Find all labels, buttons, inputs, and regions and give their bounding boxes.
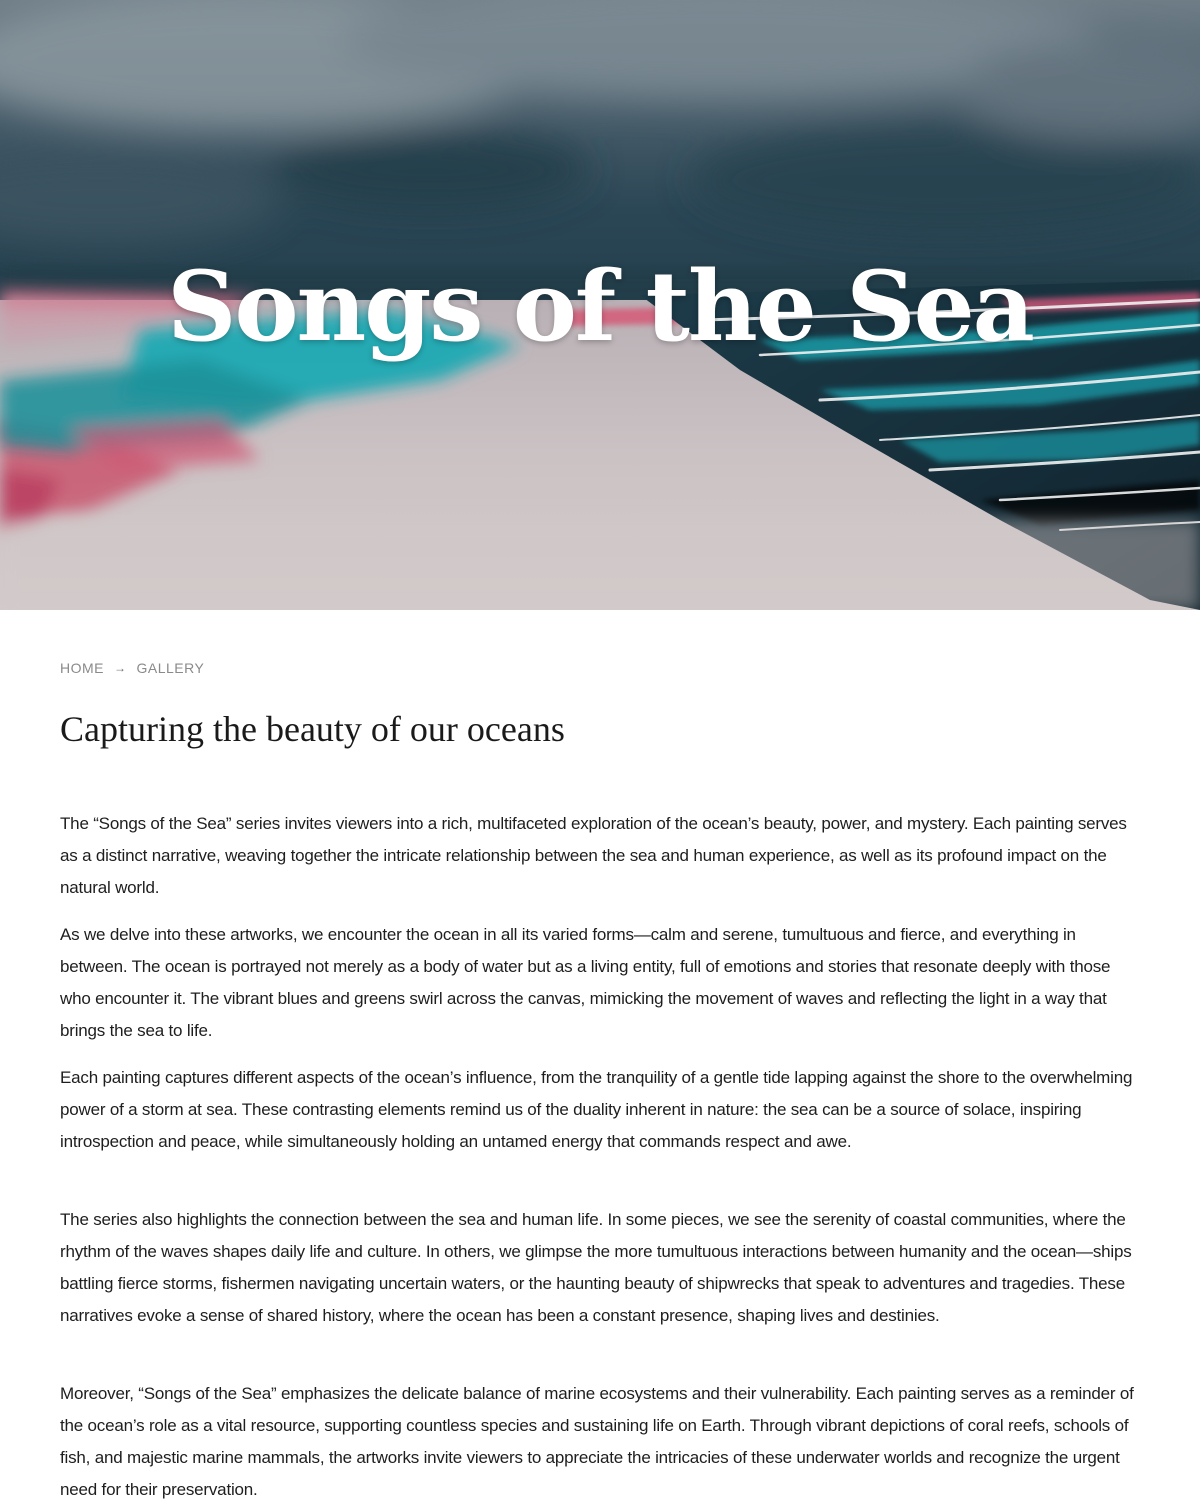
section-heading: Capturing the beauty of our oceans	[60, 709, 565, 749]
breadcrumb-gallery-link[interactable]: GALLERY	[136, 660, 205, 676]
paragraph-3: Each painting captures different aspects of the ocean’s influence, from the tranquility of a gentle tide lapping against the shore to the overwhelming power of a storm at sea. These contrasting elements remind us of the duality inherent in nature: the sea can be a source of solace, inspiring introspection and peace, while simultaneously holding an untamed energy that commands respect and awe.	[60, 1068, 1133, 1151]
hero-title: Songs of the Sea	[167, 250, 1033, 363]
paragraph-2: As we delve into these artworks, we encounter the ocean in all its varied forms—calm and serene, tumultuous and fierce, and everything in between. The ocean is portrayed not merely as a body of water but as a living entity, full of emotions and stories that resonate deeply with those who encounter it. The vibrant blues and greens swirl across the canvas, mimicking the movement of waves and reflecting the light in a way that brings the sea to life.	[60, 925, 1111, 1040]
arrow-right-icon: →	[114, 661, 127, 675]
hero-banner	[0, 0, 1200, 610]
article-body	[60, 808, 1145, 1500]
paragraph-4: The series also highlights the connection between the sea and human life. In some pieces, we see the serenity of coastal communities, where the rhythm of the waves shapes daily life and culture. In others, we glimpse the more tumultuous interactions between humanity and the ocean—ships battling fierce storms, fishermen navigating uncertain waters, or the haunting beauty of shipwrecks that speak to adventures and tragedies. These narratives evoke a sense of shared history, where the ocean has been a constant presence, shaping lives and destinies.	[60, 1210, 1132, 1325]
paragraph-5: Moreover, “Songs of the Sea” emphasizes the delicate balance of marine ecosystems and their vulnerability. Each painting serves as a reminder of the ocean’s role as a vital resource, supporting countless species and sustaining life on Earth. Through vibrant depictions of coral reefs, schools of fish, and majestic marine mammals, the artworks invite viewers to appreciate the intricacies of these underwater worlds and recognize the urgent need for their preservation.	[60, 1384, 1134, 1499]
paragraph-1: The “Songs of the Sea” series invites viewers into a rich, multifaceted exploration of the ocean’s beauty, power, and mystery. Each painting serves as a distinct narrative, weaving together the intricate relationship between the sea and human experience, as well as its profound impact on the natural world.	[60, 814, 1127, 897]
breadcrumb	[60, 660, 204, 676]
breadcrumb-home-link[interactable]: HOME	[60, 660, 104, 676]
